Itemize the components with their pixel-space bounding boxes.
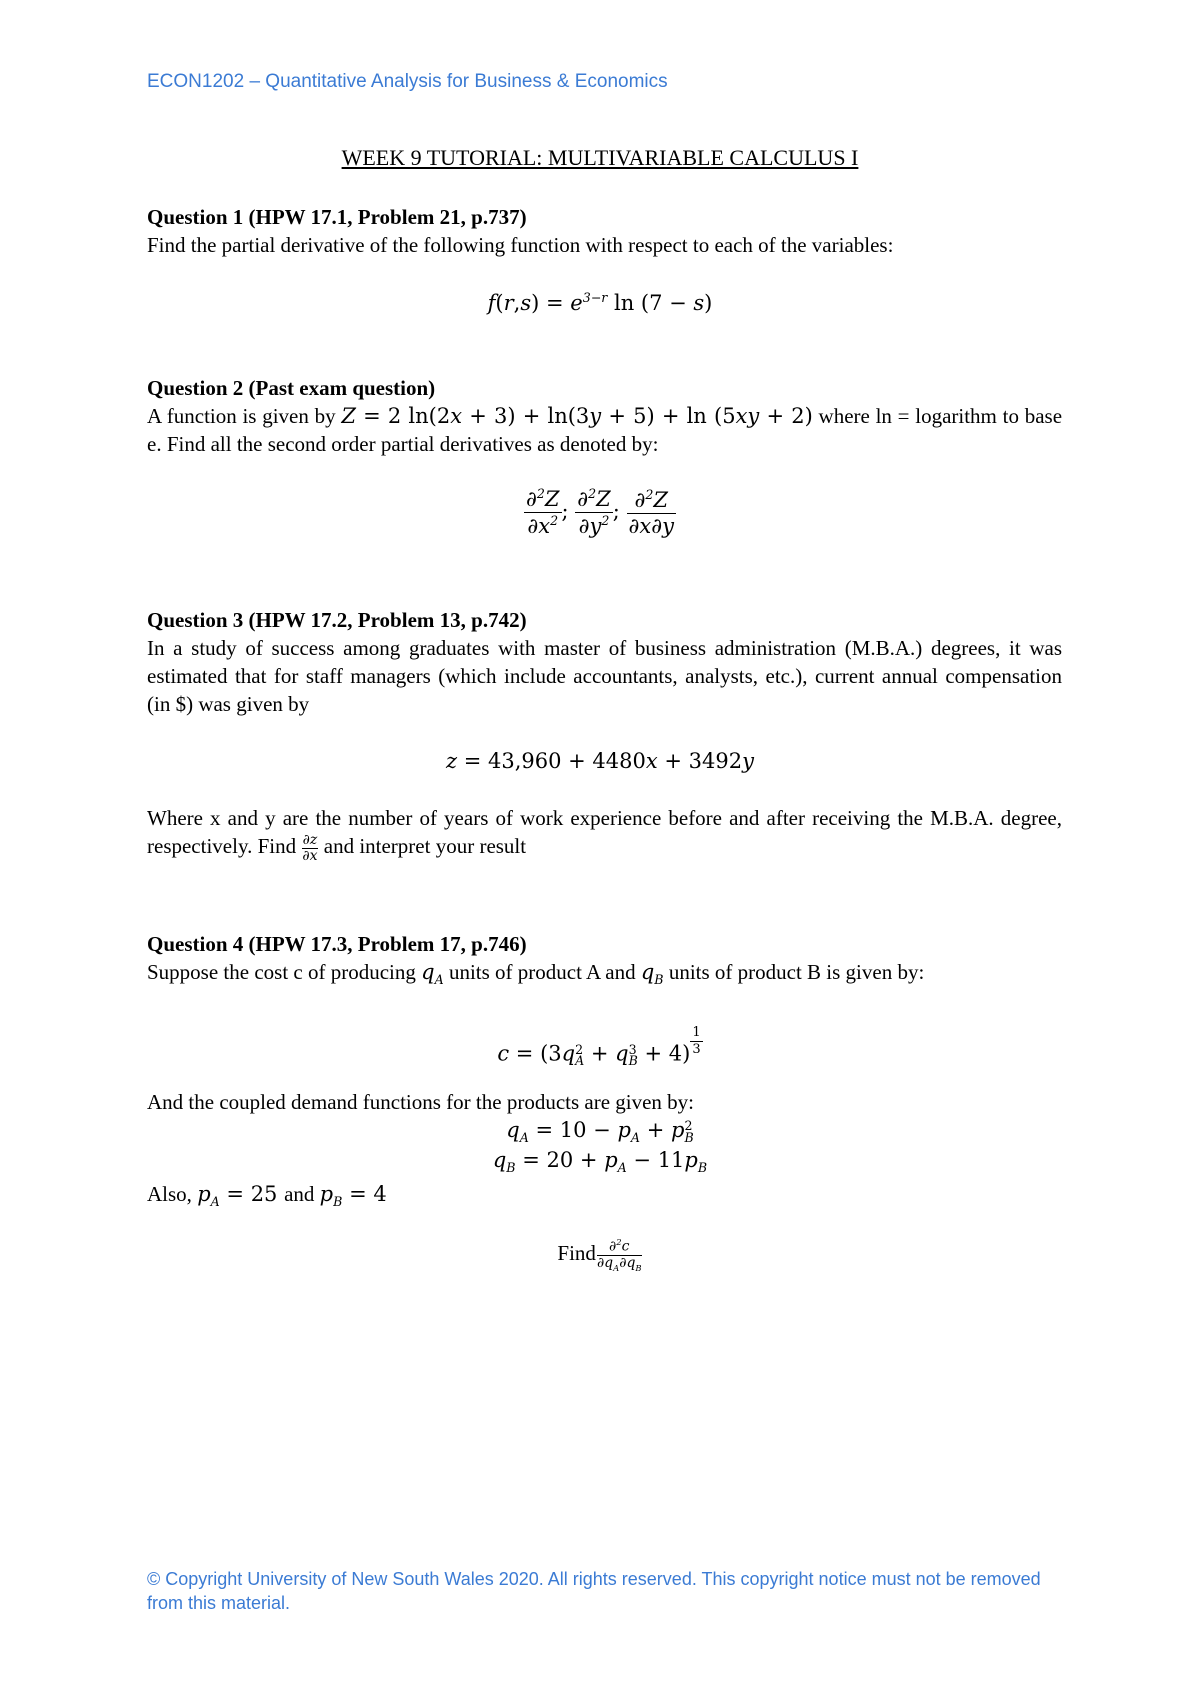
question-3-body: In a study of success among graduates with master of business administration (M.B.A.) degrees, it was estimated that for staff managers (which include accountants, analysts, etc.), current annual compensation (in $) was given by xyxy=(147,636,1062,716)
question-4-cost-equation: c = (3q 2 A + q 3 B + 4) $^{\frac{1}{3}}$ xyxy=(497,1025,701,1069)
question-3-inline-fraction: $\frac{\partial z}{\partial x}$ xyxy=(302,831,318,864)
question-4-body-mid2: units of product B is given by: xyxy=(668,960,925,984)
question-3-heading: Question 3 (HPW 17.2, Problem 13, p.742) xyxy=(147,608,527,632)
question-2-inline-equation: Z = 2 ln(2x + 3) + ln(3y + 5) + ln (5xy + 2) xyxy=(341,404,813,428)
question-4-body-prefix: Suppose the cost c of producing xyxy=(147,960,416,984)
question-3-follow-up-end: and interpret your result xyxy=(323,834,527,858)
question-4-demand-text: And the coupled demand functions for the products are given by: xyxy=(147,1090,695,1114)
question-3 xyxy=(147,606,1062,718)
question-3-follow-up-text: Where x and y are the number of years of work experience before and after receiving the M.B.A. degree, respectively. Find xyxy=(147,806,1062,858)
question-1-heading: Question 1 (HPW 17.1, Problem 21, p.737) xyxy=(147,205,527,229)
question-2-body-prefix: A function is given by xyxy=(147,404,336,428)
question-1-equation: $f(r,s) = e^{3-r}$ ln (7 − s) xyxy=(487,290,713,315)
copyright-footer: © Copyright University of New South Wales 2020. All rights reserved. This copyright notice must not be removed from this material. xyxy=(147,1569,1041,1613)
question-2 xyxy=(147,374,1062,458)
course-header: ECON1202 – Quantitative Analysis for Business & Economics xyxy=(147,71,668,92)
question-2-body xyxy=(147,402,1062,458)
question-4-also-prefix: Also, xyxy=(147,1182,192,1206)
question-4-heading: Question 4 (HPW 17.3, Problem 17, p.746) xyxy=(147,932,527,956)
question-2-heading: Question 2 (Past exam question) xyxy=(147,376,436,400)
question-2-equation: $\frac{\partial^2Z}{\partial x^2}$ ; $\frac{\partial^2Z}{\partial y^2}$ ; $\frac{\partial^2Z}{\partial x\partial y}$ xyxy=(526,486,674,539)
question-2-body-suffix: where ln = logarithm to base e. Find all the second order partial derivatives as denoted by: xyxy=(147,404,1063,456)
question-4-body-mid1: units of product A and xyxy=(448,960,636,984)
question-3-follow-up xyxy=(147,804,1062,864)
question-4-demand-b: $q_B = 20 + p_A - 11p_B$ xyxy=(492,1148,708,1176)
question-4-demand-a: $q_A = 10 - p_A + p$ 2 B xyxy=(506,1118,694,1146)
question-1-body: Find the partial derivative of the following function with respect to each of the variables: xyxy=(147,233,894,257)
question-4-find-fraction: $\frac{\partial^2c}{\partial q_A\partial q_B}$ xyxy=(596,1237,642,1273)
question-4 xyxy=(147,930,1062,994)
question-4-find xyxy=(0,1235,1200,1275)
question-3-equation: z = 43,960 + 4480x + 3492y xyxy=(445,749,754,773)
page-title: WEEK 9 TUTORIAL: MULTIVARIABLE CALCULUS I xyxy=(341,145,859,170)
question-4-find-label: Find xyxy=(557,1241,596,1266)
question-1 xyxy=(147,203,1062,259)
question-4-also-mid: and xyxy=(284,1182,315,1206)
question-4-given-values: Also, $p_A = 25$ and $p_B = 4$ xyxy=(147,1182,387,1210)
question-4-body: Suppose the cost c of producing $q_A$ units of product A and $q_B$ units of product B is given by: xyxy=(147,960,925,988)
